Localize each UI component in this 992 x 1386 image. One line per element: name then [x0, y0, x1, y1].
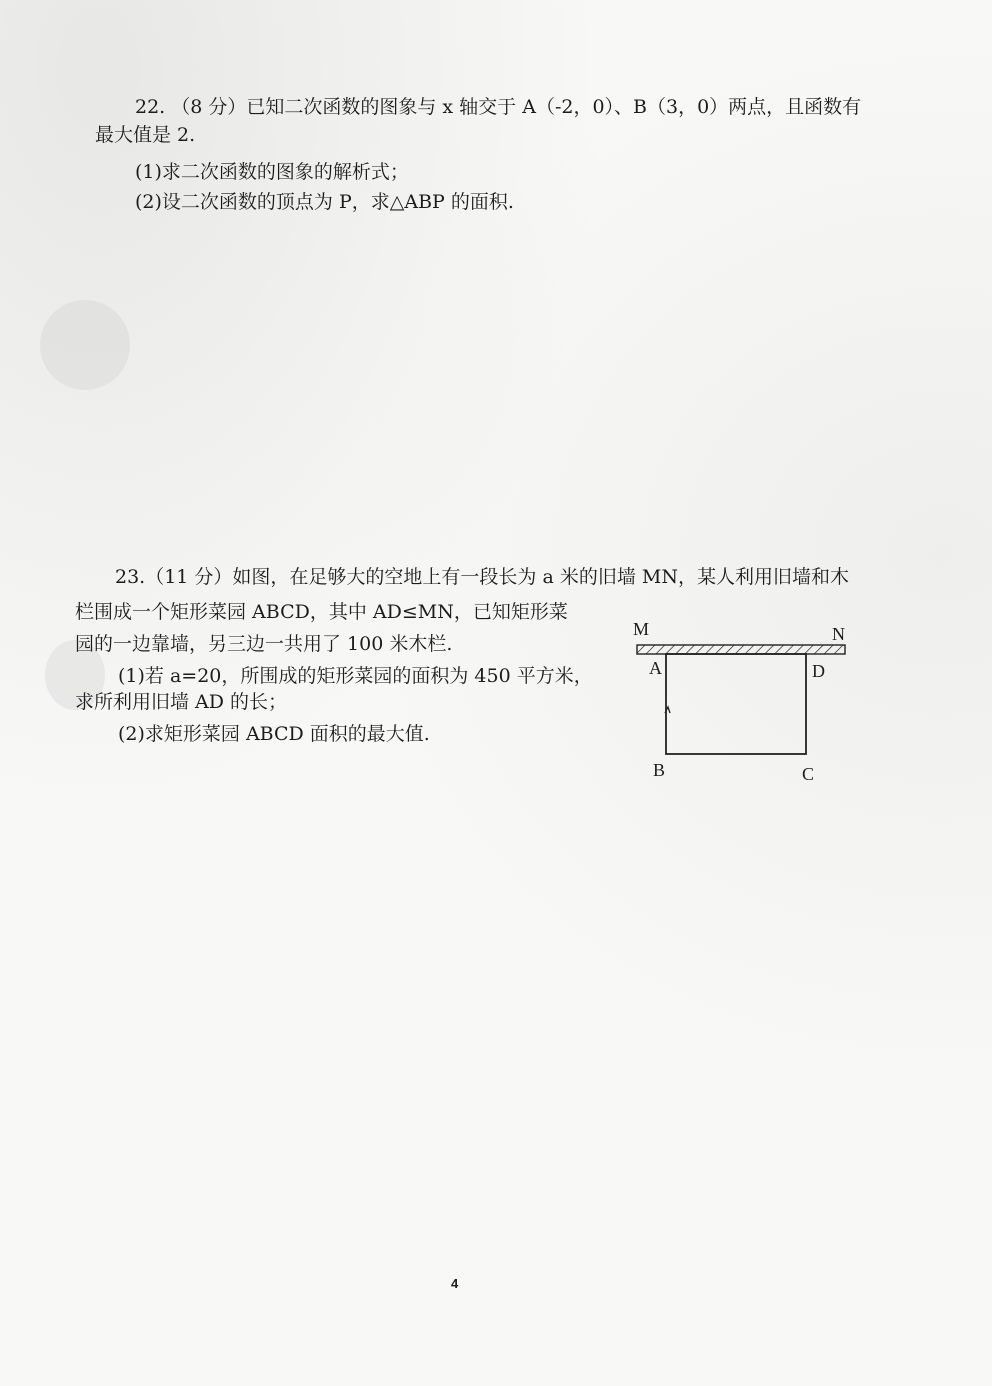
- q22-stem-line2: 最大值是 2.: [95, 124, 196, 146]
- q23-part1-line2: 求所利用旧墙 AD 的长；: [75, 691, 288, 713]
- q23-stem-line1: 23.（11 分）如图，在足够大的空地上有一段长为 a 米的旧墙 MN，某人利用旧墙和木: [115, 566, 849, 588]
- label-n: N: [832, 624, 845, 644]
- label-d: D: [812, 661, 825, 681]
- q22-part2: (2)设二次函数的顶点为 P，求△ABP 的面积.: [135, 191, 514, 213]
- q23-part1-line1: (1)若 a=20，所围成的矩形菜园的面积为 450 平方米，: [118, 665, 593, 687]
- q22-part1: (1)求二次函数的图象的解析式；: [135, 161, 409, 183]
- garden-figure: [625, 615, 865, 790]
- q23-part2: (2)求矩形菜园 ABCD 面积的最大值.: [118, 723, 430, 745]
- q22-stem-line1: 22. （8 分）已知二次函数的图象与 x 轴交于 A（-2，0）、B（3，0）两点，且函数有: [135, 96, 862, 118]
- label-c: C: [802, 764, 815, 784]
- page-number: 4: [451, 1276, 459, 1291]
- scan-smudge: [40, 300, 130, 390]
- label-b: B: [653, 760, 666, 780]
- label-m: M: [633, 619, 650, 639]
- q23-stem-line3: 园的一边靠墙，另三边一共用了 100 米木栏.: [75, 633, 453, 655]
- wall-mn: [637, 645, 845, 654]
- label-a: A: [649, 658, 662, 678]
- rectangle-abcd: [666, 654, 806, 754]
- q23-stem-line2: 栏围成一个矩形菜园 ABCD，其中 AD≤MN，已知矩形菜: [75, 601, 568, 623]
